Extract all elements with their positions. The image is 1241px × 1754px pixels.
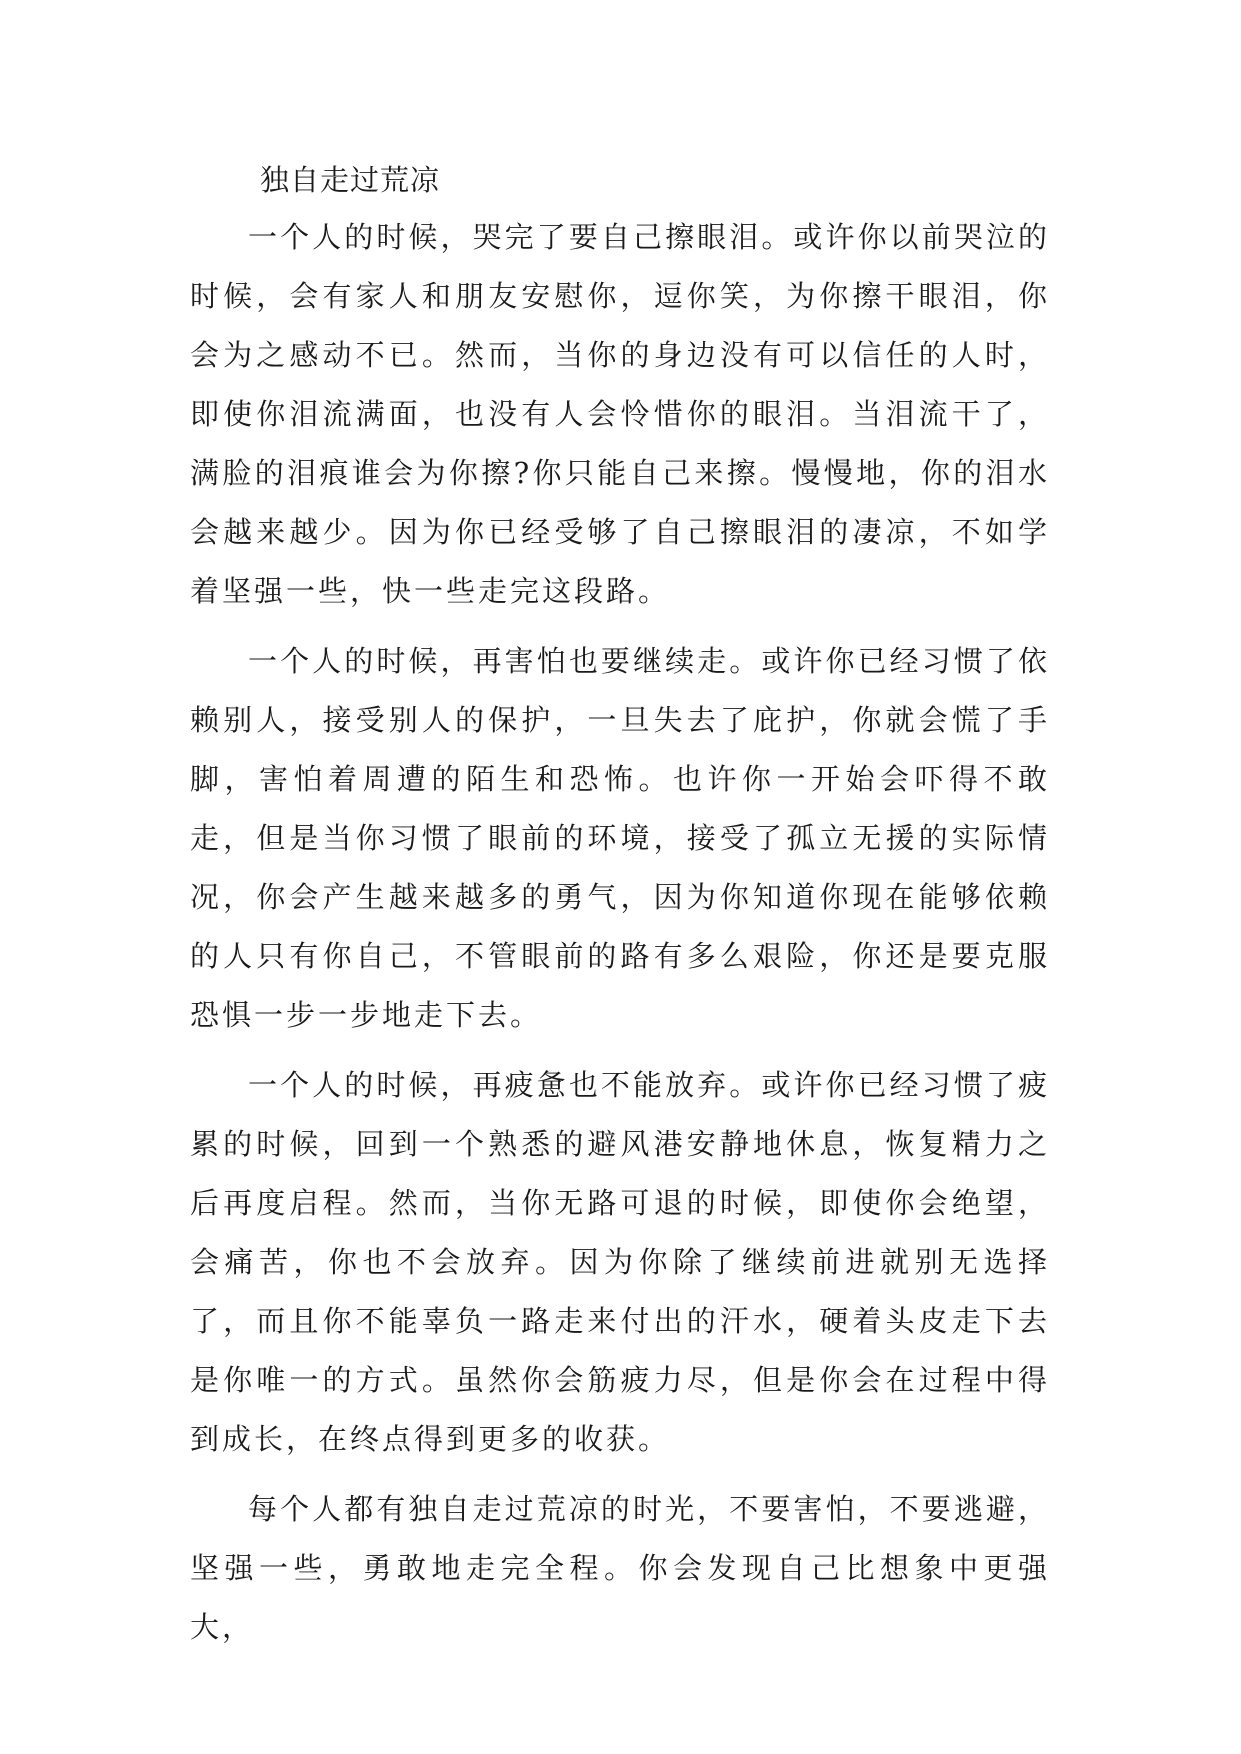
paragraph-4: 每个人都有独自走过荒凉的时光，不要害怕，不要逃避，坚强一些，勇敢地走完全程。你会发现自己比想象中更强大， [190,1492,1050,1644]
document-page [190,160,1050,1657]
paragraph-1: 一个人的时候，哭完了要自己擦眼泪。或许你以前哭泣的时候，会有家人和朋友安慰你，逗你笑，为你擦干眼泪，你会为之感动不已。然而，当你的身边没有可以信任的人时，即使你泪流满面，也没有人会怜惜你的眼泪。当泪流干了，满脸的泪痕谁会为你擦?你只能自己来擦。慢慢地，你的泪水会越来越少。因为你已经受够了自己擦眼泪的凄凉，不如学着坚强一些，快一些走完这段路。 [190,220,1050,608]
paragraph-2: 一个人的时候，再害怕也要继续走。或许你已经习惯了依赖别人，接受别人的保护，一旦失去了庇护，你就会慌了手脚，害怕着周遭的陌生和恐怖。也许你一开始会吓得不敢走，但是当你习惯了眼前的环境，接受了孤立无援的实际情况，你会产生越来越多的勇气，因为你知道你现在能够依赖的人只有你自己，不管眼前的路有多么艰险，你还是要克服恐惧一步一步地走下去。 [190,644,1050,1032]
paragraph-3: 一个人的时候，再疲惫也不能放弃。或许你已经习惯了疲累的时候，回到一个熟悉的避风港安静地休息，恢复精力之后再度启程。然而，当你无路可退的时候，即使你会绝望，会痛苦，你也不会放弃。因为你除了继续前进就别无选择了，而且你不能辜负一路走来付出的汗水，硬着头皮走下去是你唯一的方式。虽然你会筋疲力尽，但是你会在过程中得到成长，在终点得到更多的收获。 [190,1068,1050,1456]
document-title: 独自走过荒凉 [260,163,441,197]
